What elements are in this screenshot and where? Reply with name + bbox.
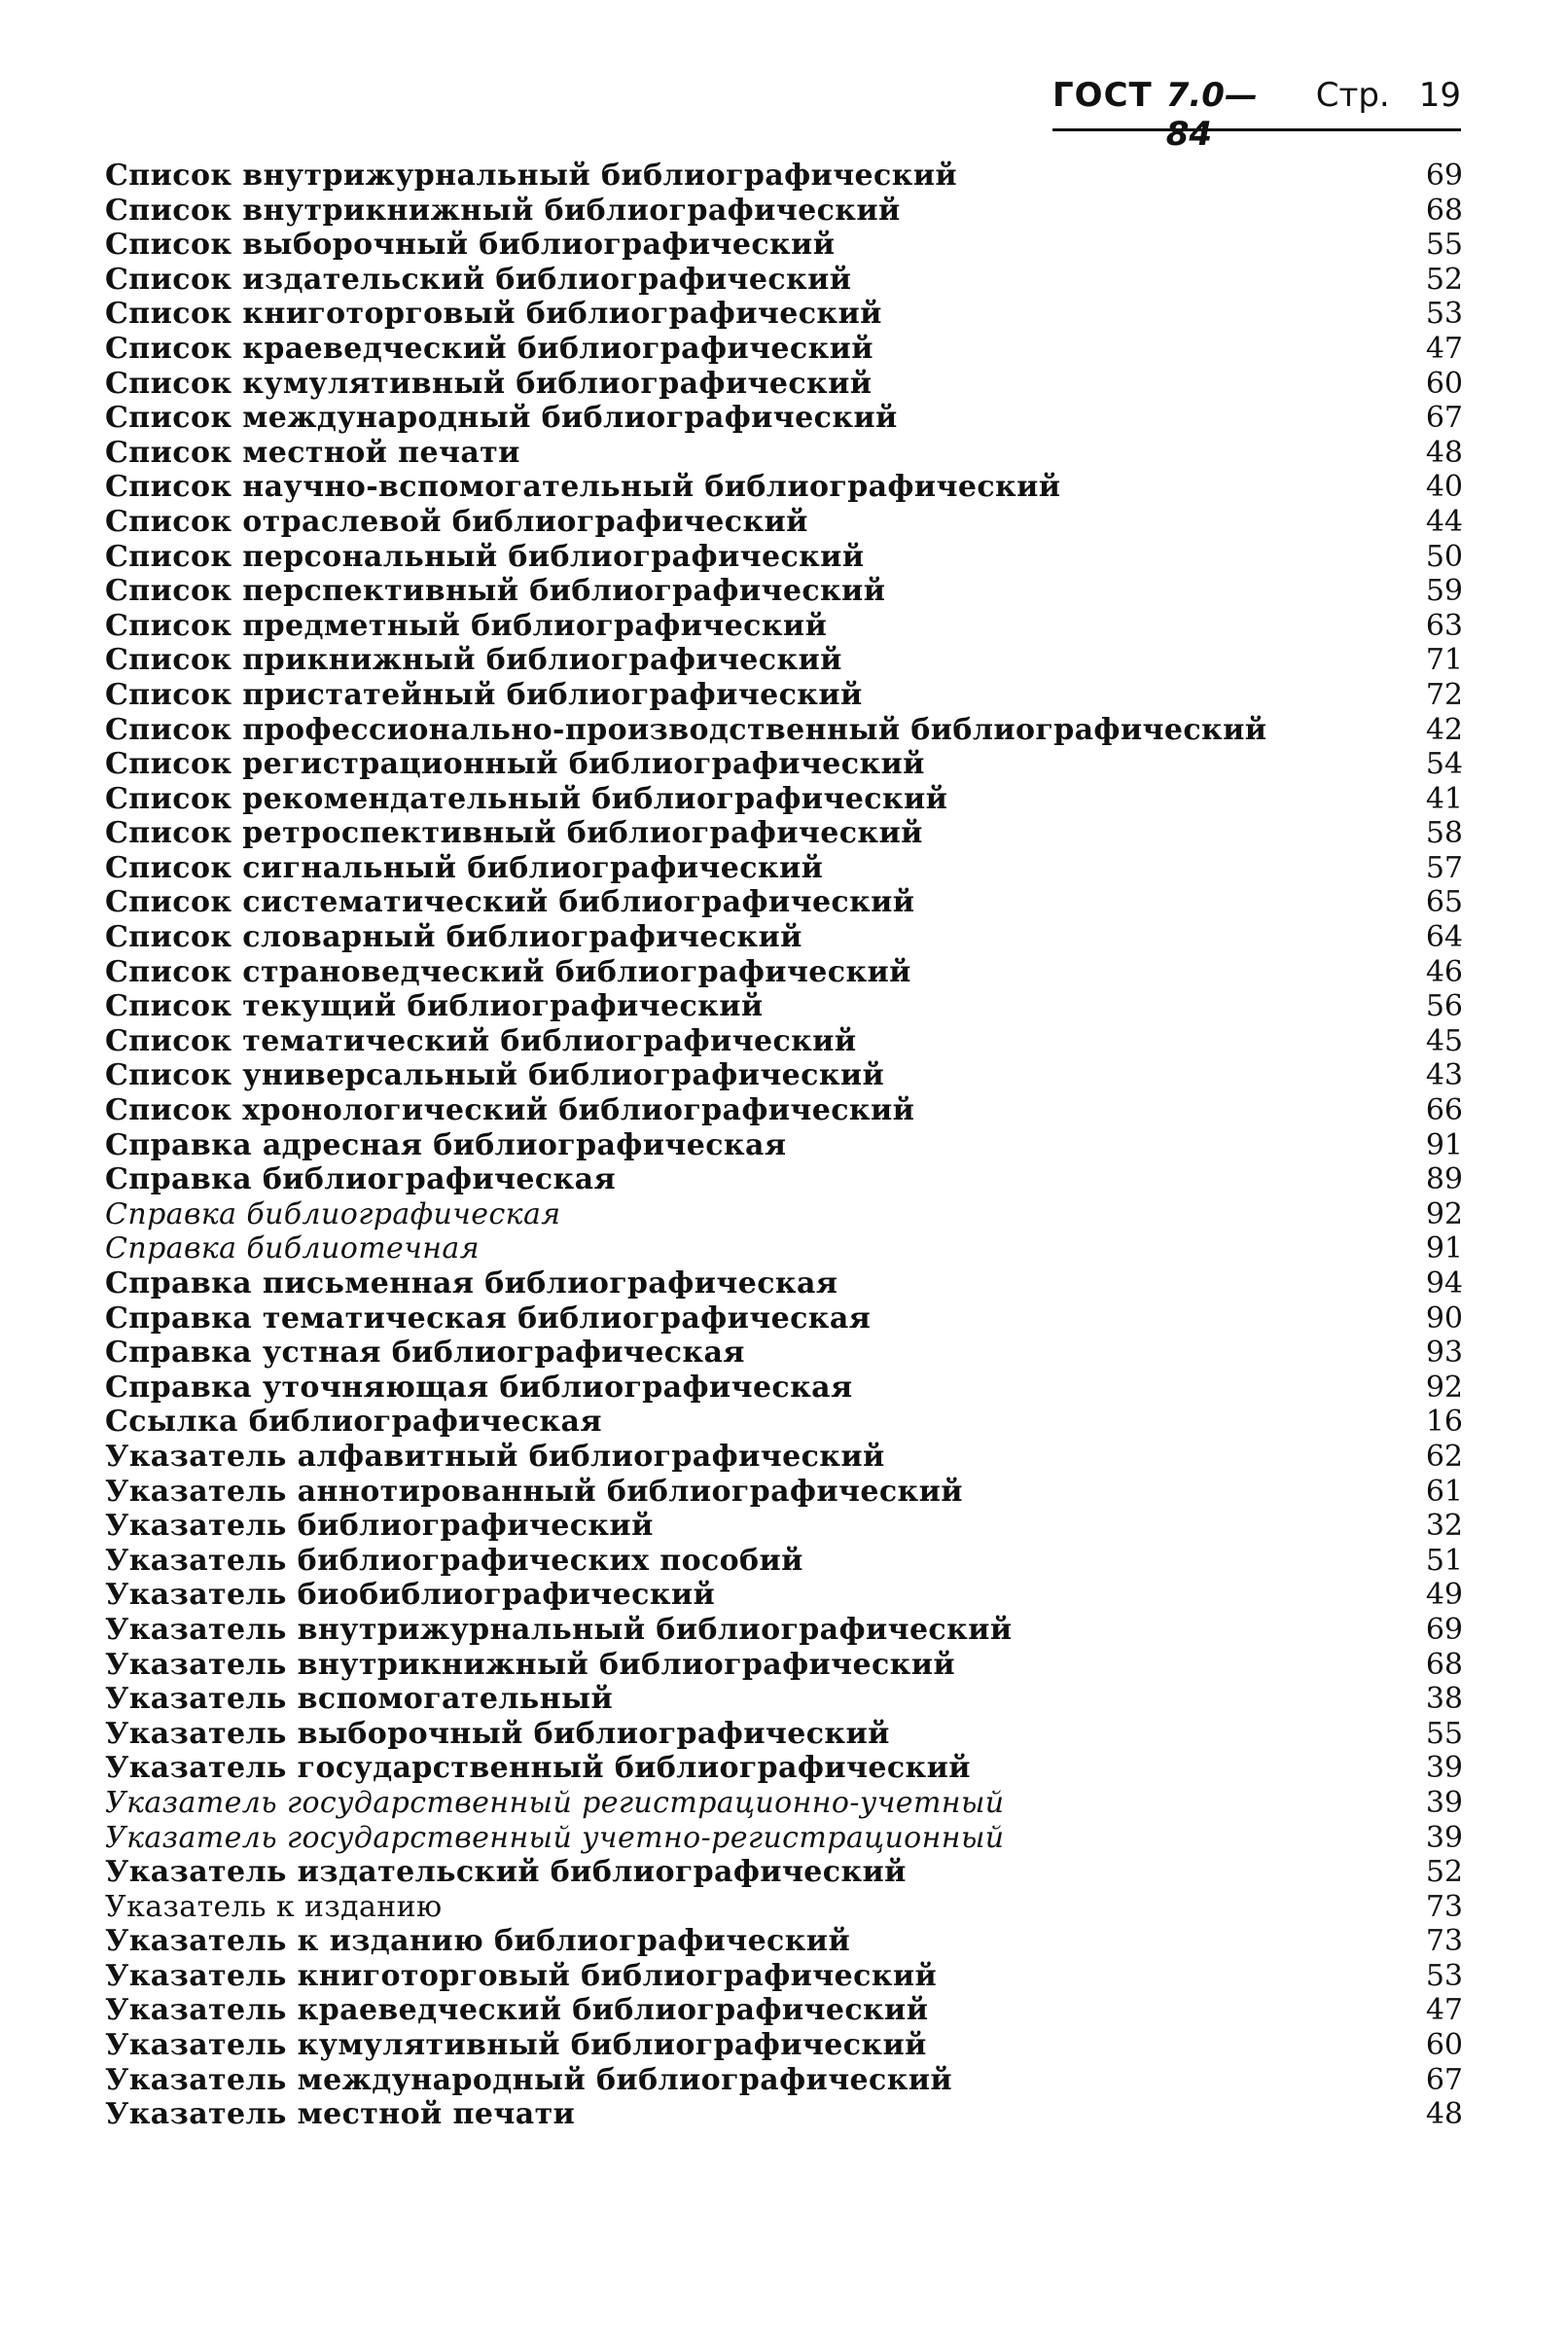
index-entry xyxy=(105,1924,1463,1959)
index-entry xyxy=(105,401,1463,436)
index-term: Справка тематическая библиографическая xyxy=(105,1301,872,1336)
index-term: Список отраслевой библиографический xyxy=(105,504,808,539)
index-term: Указатель краеведческий библиографический xyxy=(105,1993,929,2028)
index-page-ref: 39 xyxy=(1425,1751,1463,1786)
index-page-ref: 92 xyxy=(1425,1370,1463,1405)
index-entry xyxy=(105,713,1463,748)
index-entry xyxy=(105,2097,1463,2132)
index-entry xyxy=(105,1128,1463,1163)
index-term: Список регистрационный библиографический xyxy=(105,747,925,782)
index-entry xyxy=(105,747,1463,782)
index-page-ref: 58 xyxy=(1425,816,1463,851)
index-page-ref: 89 xyxy=(1425,1162,1463,1197)
index-entry xyxy=(105,1993,1463,2028)
index-page-ref: 50 xyxy=(1425,539,1463,574)
index-page-ref: 60 xyxy=(1425,366,1463,401)
index-term: Справка библиотечная xyxy=(105,1231,480,1266)
index-entry xyxy=(105,1717,1463,1752)
index-entry xyxy=(105,609,1463,644)
index-entry xyxy=(105,885,1463,920)
index-page-ref: 73 xyxy=(1425,1924,1463,1959)
index-entry xyxy=(105,989,1463,1024)
index-entry xyxy=(105,1440,1463,1475)
index-term: Справка библиографическая xyxy=(105,1162,617,1197)
index-entry xyxy=(105,263,1463,298)
index-term: Список страноведческий библиографический xyxy=(105,954,911,989)
index-entry xyxy=(105,470,1463,505)
index-entry xyxy=(105,1544,1463,1579)
index-term: Список внутрижурнальный библиографический xyxy=(105,159,958,193)
index-entry xyxy=(105,1786,1463,1821)
index-term: Указатель алфавитный библиографический xyxy=(105,1439,885,1474)
index-page-ref: 62 xyxy=(1425,1439,1463,1474)
index-entry xyxy=(105,1578,1463,1613)
index-entry xyxy=(105,1855,1463,1890)
index-term: Список внутрикнижный библиографический xyxy=(105,193,901,228)
page-label: Стр. xyxy=(1315,76,1390,115)
index-page-ref: 60 xyxy=(1425,2028,1463,2063)
index-page-ref: 91 xyxy=(1425,1127,1463,1162)
index-entry xyxy=(105,1093,1463,1128)
index-term: Указатель внутрикнижный библиографический xyxy=(105,1647,956,1682)
index-term: Ссылка библиографическая xyxy=(105,1405,602,1440)
index-entry xyxy=(105,2063,1463,2098)
index-term: Список пристатейный библиографический xyxy=(105,677,863,712)
index-page-ref: 55 xyxy=(1425,1716,1463,1751)
index-entry xyxy=(105,643,1463,678)
index-entry xyxy=(105,1959,1463,1994)
index-term: Указатель кумулятивный библиографический xyxy=(105,2028,927,2063)
index-page-ref: 52 xyxy=(1425,1855,1463,1890)
index-term: Справка библиографическая xyxy=(105,1196,561,1231)
index-page-ref: 39 xyxy=(1425,1820,1463,1855)
index-entry xyxy=(105,1231,1463,1266)
index-term: Указатель государственный учетно-регистрационный xyxy=(105,1820,1005,1855)
index-page-ref: 53 xyxy=(1425,297,1463,332)
index-page-ref: 16 xyxy=(1425,1405,1463,1440)
index-page-ref: 68 xyxy=(1425,1647,1463,1682)
index-entry xyxy=(105,1821,1463,1856)
index-page-ref: 69 xyxy=(1425,1612,1463,1647)
index-entry xyxy=(105,851,1463,886)
index-term: Указатель государственный регистрационно-учетный xyxy=(105,1785,1005,1820)
index-page-ref: 40 xyxy=(1425,470,1463,505)
index-page-ref: 45 xyxy=(1425,1023,1463,1058)
index-term: Справка письменная библиографическая xyxy=(105,1266,838,1301)
index-term: Список рекомендательный библиографический xyxy=(105,781,948,816)
index-term: Список сигнальный библиографический xyxy=(105,850,824,885)
index-term: Указатель биобиблиографический xyxy=(105,1578,716,1613)
index-page-ref: 38 xyxy=(1425,1682,1463,1717)
index-page-ref: 47 xyxy=(1425,1993,1463,2028)
index-page-ref: 57 xyxy=(1425,850,1463,885)
index-page-ref: 49 xyxy=(1425,1578,1463,1613)
index-page-ref: 93 xyxy=(1425,1336,1463,1371)
index-page-ref: 47 xyxy=(1425,331,1463,366)
index-page-ref: 64 xyxy=(1425,920,1463,955)
index-term: Список книготорговый библиографический xyxy=(105,297,882,332)
index-term: Список предметный библиографический xyxy=(105,608,828,643)
index-page-ref: 46 xyxy=(1425,954,1463,989)
index-page-ref: 94 xyxy=(1425,1266,1463,1301)
index-term: Указатель библиографический xyxy=(105,1509,654,1544)
index-term: Список прикнижный библиографический xyxy=(105,643,842,678)
index-page-ref: 32 xyxy=(1425,1509,1463,1544)
index-term: Указатель местной печати xyxy=(105,2097,576,2132)
index-term: Указатель государственный библиографический xyxy=(105,1751,971,1786)
index-term: Список персональный библиографический xyxy=(105,539,865,574)
index-page-ref: 66 xyxy=(1425,1093,1463,1128)
index-entry xyxy=(105,1648,1463,1683)
index-entry xyxy=(105,505,1463,540)
index-entry xyxy=(105,1162,1463,1197)
index-page-ref: 44 xyxy=(1425,504,1463,539)
index-term: Указатель книготорговый библиографический xyxy=(105,1958,938,1993)
index-page-ref: 56 xyxy=(1425,989,1463,1024)
index-term: Список научно-вспомогательный библиографический xyxy=(105,470,1061,505)
index-term: Список перспективный библиографический xyxy=(105,574,886,609)
index-page-ref: 52 xyxy=(1425,262,1463,297)
index-entry xyxy=(105,782,1463,817)
index-page-ref: 53 xyxy=(1425,1958,1463,1993)
index-page-ref: 48 xyxy=(1425,435,1463,470)
index-page-ref: 68 xyxy=(1425,193,1463,228)
index-entry xyxy=(105,2028,1463,2063)
index-entry xyxy=(105,1336,1463,1371)
index-entry xyxy=(105,1405,1463,1440)
index-term: Справка устная библиографическая xyxy=(105,1336,745,1371)
index-entry xyxy=(105,1197,1463,1232)
index-term: Справка адресная библиографическая xyxy=(105,1127,787,1162)
index-entry xyxy=(105,1475,1463,1510)
index-term: Список выборочный библиографический xyxy=(105,228,836,263)
index-entry xyxy=(105,194,1463,229)
index-term: Указатель выборочный библиографический xyxy=(105,1716,890,1751)
index-page-ref: 48 xyxy=(1425,2097,1463,2132)
index-term: Указатель внутрижурнальный библиографический xyxy=(105,1612,1013,1647)
term-index-list xyxy=(105,159,1463,2132)
index-page-ref: 72 xyxy=(1425,677,1463,712)
index-term: Список кумулятивный библиографический xyxy=(105,366,873,401)
standard-label: ГОСТ xyxy=(1052,76,1153,115)
index-page-ref: 73 xyxy=(1425,1889,1463,1924)
index-entry xyxy=(105,1371,1463,1406)
index-entry xyxy=(105,1613,1463,1648)
index-term: Указатель вспомогательный xyxy=(105,1682,614,1717)
index-term: Указатель библиографических пособий xyxy=(105,1543,803,1578)
index-page-ref: 55 xyxy=(1425,228,1463,263)
index-page-ref: 41 xyxy=(1425,781,1463,816)
standard-number: 7.0—84 xyxy=(1165,76,1258,154)
index-entry xyxy=(105,1058,1463,1093)
index-page-ref: 61 xyxy=(1425,1474,1463,1509)
index-term: Указатель международный библиографический xyxy=(105,2062,953,2097)
index-entry xyxy=(105,816,1463,851)
index-entry xyxy=(105,159,1463,194)
index-term: Список издательский библиографический xyxy=(105,262,852,297)
index-entry xyxy=(105,1890,1463,1925)
index-entry xyxy=(105,332,1463,367)
index-entry xyxy=(105,297,1463,332)
index-entry xyxy=(105,436,1463,471)
running-header xyxy=(1052,76,1461,154)
index-term: Список международный библиографический xyxy=(105,401,898,436)
index-page-ref: 67 xyxy=(1425,2062,1463,2097)
index-page-ref: 51 xyxy=(1425,1543,1463,1578)
index-entry xyxy=(105,228,1463,263)
index-entry xyxy=(105,540,1463,575)
index-entry xyxy=(105,367,1463,402)
index-page-ref: 69 xyxy=(1425,159,1463,193)
page-number: 19 xyxy=(1418,76,1461,115)
index-term: Список систематический библиографический xyxy=(105,885,915,920)
index-page-ref: 67 xyxy=(1425,401,1463,436)
index-page-ref: 71 xyxy=(1425,643,1463,678)
index-entry xyxy=(105,678,1463,713)
index-term: Список краеведческий библиографический xyxy=(105,331,873,366)
index-term: Указатель к изданию библиографический xyxy=(105,1924,851,1959)
index-entry xyxy=(105,1509,1463,1544)
index-page-ref: 39 xyxy=(1425,1785,1463,1820)
index-term: Справка уточняющая библиографическая xyxy=(105,1370,853,1405)
index-term: Указатель аннотированный библиографический xyxy=(105,1474,963,1509)
index-term: Список профессионально-производственный библиографический xyxy=(105,712,1267,747)
index-page-ref: 43 xyxy=(1425,1058,1463,1093)
index-page-ref: 63 xyxy=(1425,608,1463,643)
index-term: Указатель издательский библиографический xyxy=(105,1855,907,1890)
index-entry xyxy=(105,1266,1463,1301)
index-page-ref: 92 xyxy=(1425,1196,1463,1231)
index-page-ref: 42 xyxy=(1425,712,1463,747)
index-entry xyxy=(105,920,1463,955)
index-entry xyxy=(105,1024,1463,1059)
index-page-ref: 59 xyxy=(1425,574,1463,609)
index-entry xyxy=(105,574,1463,609)
index-entry xyxy=(105,1751,1463,1786)
index-page-ref: 91 xyxy=(1425,1231,1463,1266)
index-entry xyxy=(105,955,1463,990)
index-entry xyxy=(105,1301,1463,1336)
index-term: Список тематический библиографический xyxy=(105,1023,857,1058)
index-page-ref: 90 xyxy=(1425,1301,1463,1336)
index-entry xyxy=(105,1682,1463,1717)
index-term: Список ретроспективный библиографический xyxy=(105,816,923,851)
index-term: Список местной печати xyxy=(105,435,520,470)
index-page-ref: 65 xyxy=(1425,885,1463,920)
index-term: Список хронологический библиографический xyxy=(105,1093,915,1128)
index-term: Указатель к изданию xyxy=(105,1889,443,1924)
index-term: Список текущий библиографический xyxy=(105,989,764,1024)
index-term: Список словарный библиографический xyxy=(105,920,802,955)
index-page-ref: 54 xyxy=(1425,747,1463,782)
index-term: Список универсальный библиографический xyxy=(105,1058,885,1093)
